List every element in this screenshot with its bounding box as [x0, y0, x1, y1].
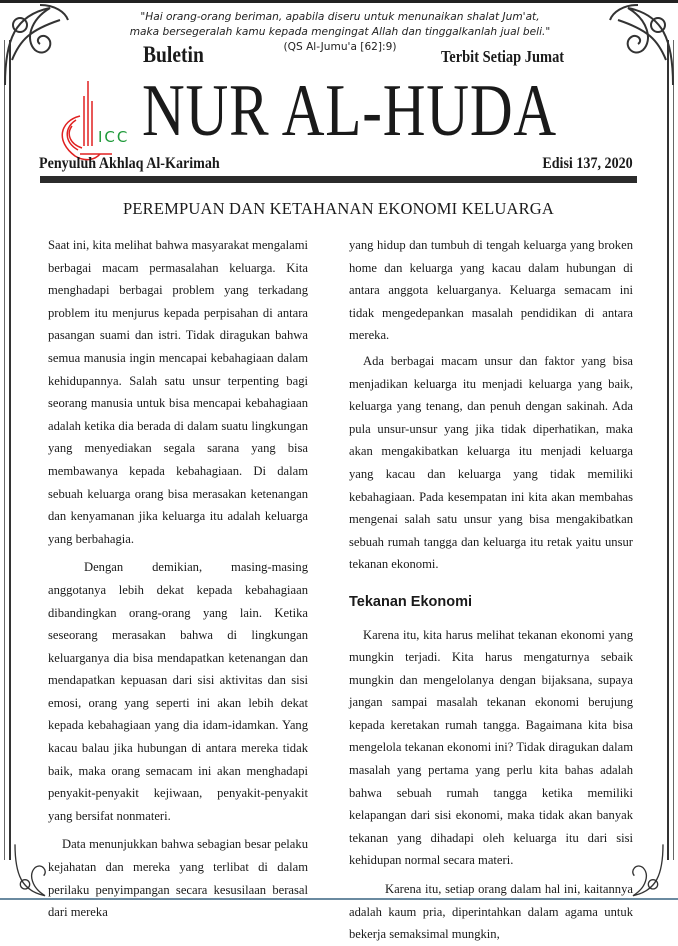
header-divider-bar: [40, 176, 637, 183]
article-column-left: [48, 234, 308, 924]
logo-text: ICC: [98, 128, 130, 146]
article-title: PEREMPUAN DAN KETAHANAN EKONOMI KELUARGA: [122, 199, 555, 218]
buletin-label: Buletin: [143, 42, 204, 67]
paragraph: Karena itu, kita harus melihat tekanan ekonomi yang mungkin terjadi. Kita harus mengaturnya sebaik mungkin dan mengelolanya dengan bijaksana, supaya jangan sampai masalah tekanan ekonomi berujung kepada keretakan rumah tangga. Bagaimana kita bisa mengelola tekanan ekonomi ini? Tidak diragukan dalam masalah yang pertama yang perlu kita bahas adalah bahwa sebuah rumah tangga ketika memiliki kelapangan dari sisi ekonomi, maka tidak akan banyak tekanan yang dihadapi oleh keluarga itu dari sisi kehidupan normal secara materi.: [349, 627, 633, 868]
edition-label: Edisi 137, 2020: [542, 155, 633, 172]
frame-left-border-inner: [4, 40, 5, 860]
quote-line: maka bersegeralah kamu kepada mengingat Allah dan tinggalkanlah jual beli.": [129, 26, 551, 38]
tagline: Penyuluh Akhlaq Al-Karimah: [39, 155, 220, 172]
quote-line: "Hai orang-orang beriman, apabila diseru untuk menunaikan shalat Jum'at,: [140, 11, 540, 23]
paragraph: Dengan demikian, masing-masing anggotanya lebih dekat kepada kebahagiaan dibandingkan orang-orang yang lain. Ketika seseorang merasakan bahwa di lingkungan keluarganya dia bisa mendapatkan ketenangan dan mendapatkan kepuasan dari sisi aktivitas dan sisi emosi, orang yang seperti ini akan lebih dekat kepada kebahagiaan yang dia idam-idamkan. Yang kacau balau jika hubungan di antara mereka tidak baik, maka orang semacam ini akan menghadapi penyakit-penyakit kejiwaan, penyakit-penyakit yang bersifat nonmateri.: [48, 560, 308, 823]
frame-top-border: [0, 0, 678, 3]
schedule-label: Terbit Setiap Jumat: [441, 47, 565, 66]
ornament-corner-icon: [608, 0, 678, 90]
masthead-title: NUR AL-HUDA: [142, 70, 557, 152]
paragraph: Ada berbagai macam unsur dan faktor yang bisa menjadikan keluarga itu menjadi keluarga yang baik, keluarga yang tenang, dan penuh dengan sakinah. Ada pula unsur-unsur yang jika tidak diperhatikan, maka akan mengakibatkan keluarga itu menjadi keluarga yang kacau dan keluarga yang tidak memiliki kebahagiaan. Pada kesempatan ini kita akan membahas mengenai salah satu unsur yang bisa mengakibatkan sebuah rumah tangga dan keluarga itu retak yaitu unsur tekanan ekonomi.: [349, 353, 633, 572]
paragraph: Saat ini, kita melihat bahwa masyarakat mengalami berbagai macam permasalahan keluarga. Kita menghadapi berbagai problem yang terkadang problem itu menjurus kepada perpisahan di antara pasangan suami dan istri. Tidak diragukan bahwa semua manusia ingin mencapai kebahagiaan dalam kehidupannya. Salah satu unsur terpenting bagi seorang manusia untuk bisa mencapai kebahagiaan adalah ketika dia berada di dalam suatu lingkungan yang menyediakan segala sarana yang bisa membawanya kepada kebahagiaan. Di dalam sebuah keluarga orang bisa merasakan ketenangan dan kenyamanan jika keluarga itu adalah keluarga yang berbahagia.: [48, 238, 308, 546]
paragraph: Karena itu, setiap orang dalam hal ini, kaitannya adalah kaum pria, diperintahkan dalam agama untuk bekerja semaksimal mungkin,: [349, 882, 633, 942]
paragraph: yang hidup dan tumbuh di tengah keluarga yang broken home dan keluarga yang kacau dalam hubungan di antara anggota keluarganya. Keluarga semacam ini tidak mengedepankan masalah pendidikan di antara mereka.: [349, 238, 633, 343]
frame-right-border: [667, 40, 669, 860]
section-subheading: Tekanan Ekonomi: [349, 593, 473, 610]
frame-left-border: [9, 40, 11, 860]
article-column-right: [349, 234, 633, 946]
paragraph: Data menunjukkan bahwa sebagian besar pelaku kejahatan dan mereka yang terlibat di dalam perilaku penyimpangan secara kesusilaan berasal dari mereka: [48, 837, 308, 920]
quote-source: (QS Al-Jumu'a [62]:9): [283, 41, 397, 53]
frame-right-border-inner: [673, 40, 674, 860]
